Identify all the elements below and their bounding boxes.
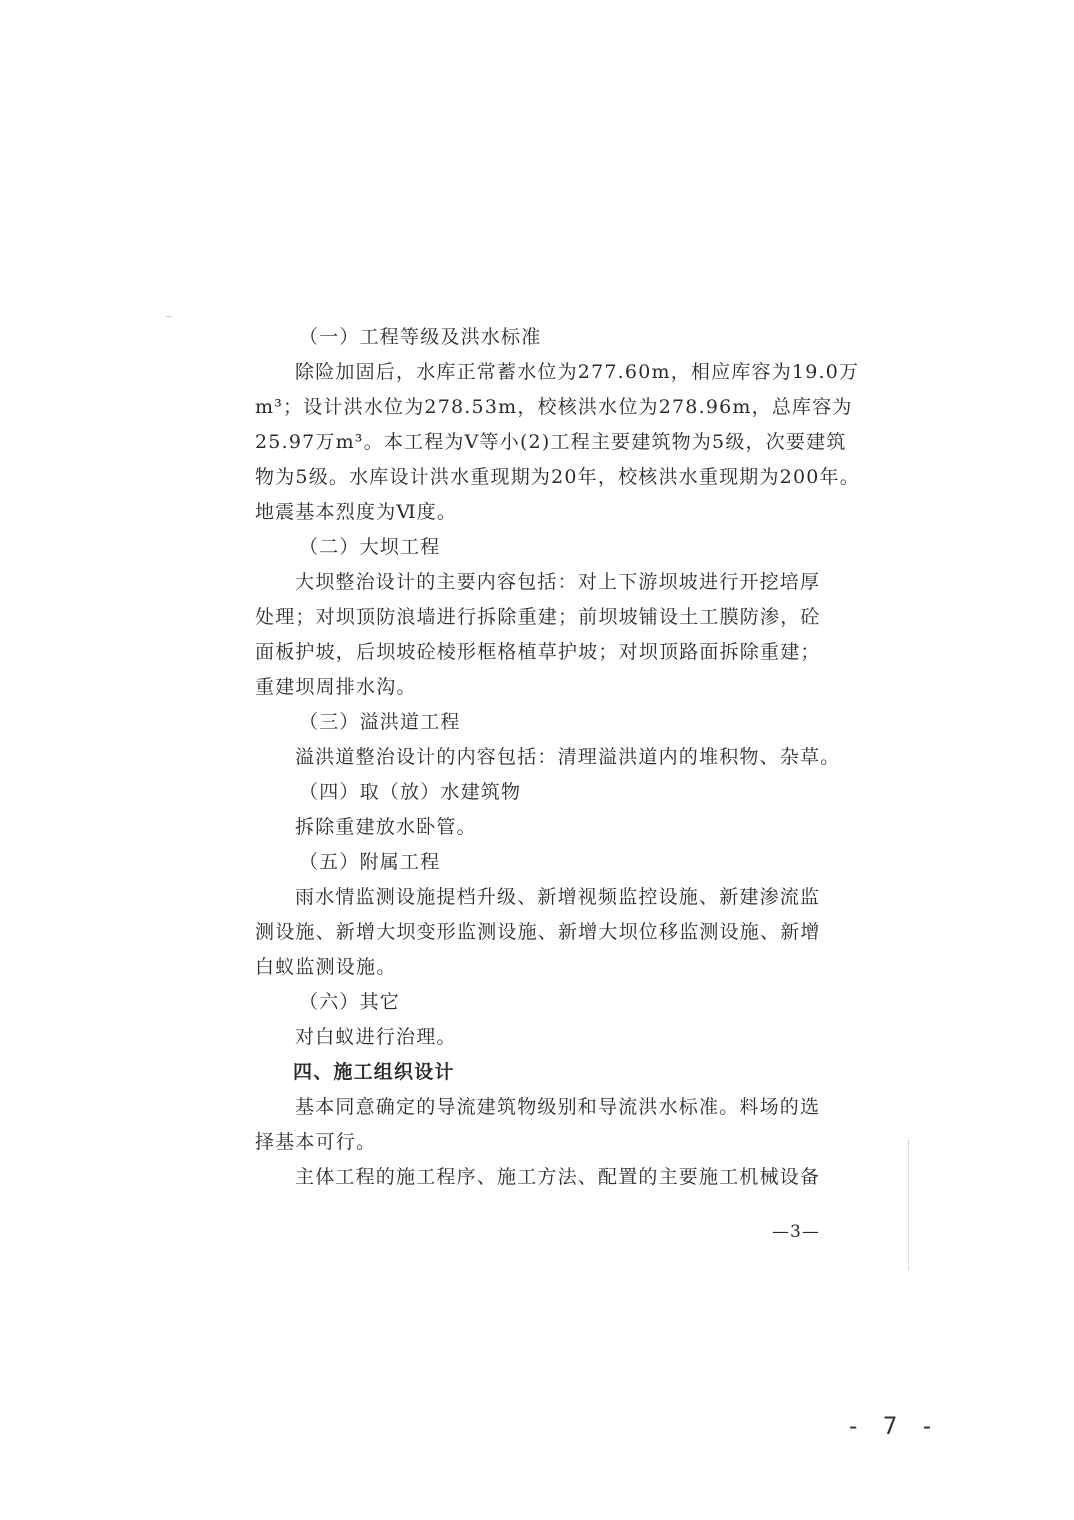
paragraph-line: 拆除重建放水卧管。 — [295, 816, 477, 838]
paragraph-line: 重建坝周排水沟。 — [255, 676, 417, 698]
paragraph-line: 测设施、新增大坝变形监测设施、新增大坝位移监测设施、新增 — [255, 921, 821, 943]
document-body — [255, 320, 860, 1195]
section-heading: （三）溢洪道工程 — [299, 711, 461, 733]
paragraph-line: 对白蚁进行治理。 — [295, 1026, 457, 1048]
paragraph-line: 处理；对坝顶防浪墙进行拆除重建；前坝坡铺设土工膜防渗，砼 — [255, 606, 821, 628]
section-heading: （四）取（放）水建筑物 — [299, 781, 522, 803]
paragraph-line: 物为5级。水库设计洪水重现期为20年，校核洪水重现期为200年。 — [255, 466, 860, 488]
paragraph-line: 白蚁监测设施。 — [255, 956, 397, 978]
section-heading: （五）附属工程 — [299, 851, 441, 873]
section-heading: （二）大坝工程 — [299, 536, 441, 558]
paragraph-line: 主体工程的施工程序、施工方法、配置的主要施工机械设备 — [295, 1166, 821, 1188]
paragraph-line: 雨水情监测设施提档升级、新增视频监控设施、新建渗流监 — [295, 886, 821, 908]
outer-page-number: - 7 - — [846, 1412, 939, 1440]
paragraph-line: 基本同意确定的导流建筑物级别和导流洪水标准。料场的选 — [295, 1096, 821, 1118]
paragraph-line: 25.97万m³。本工程为Ⅴ等小(2)工程主要建筑物为5级，次要建筑 — [255, 431, 847, 453]
chapter-title: 四、施工组织设计 — [293, 1061, 455, 1083]
paragraph-line: 面板护坡，后坝坡砼棱形框格植草护坡；对坝顶路面拆除重建； — [255, 641, 821, 663]
inner-page-number: —3— — [772, 1222, 820, 1242]
section-heading: （六）其它 — [299, 991, 401, 1013]
paragraph-line: 择基本可行。 — [255, 1131, 377, 1153]
paragraph-line: 地震基本烈度为Ⅵ度。 — [255, 501, 458, 523]
paragraph-line: 除险加固后，水库正常蓄水位为277.60m，相应库容为19.0万 — [295, 361, 860, 383]
paragraph-line: 溢洪道整治设计的内容包括：清理溢洪道内的堆积物、杂草。 — [295, 746, 841, 768]
scan-artifact — [166, 316, 172, 317]
paragraph-line: m³；设计洪水位为278.53m，校核洪水位为278.96m，总库容为 — [255, 396, 853, 418]
paragraph-line: 大坝整治设计的主要内容包括：对上下游坝坡进行开挖培厚 — [295, 571, 821, 593]
scan-edge-artifact — [908, 1140, 910, 1270]
section-heading: （一）工程等级及洪水标准 — [299, 326, 542, 348]
